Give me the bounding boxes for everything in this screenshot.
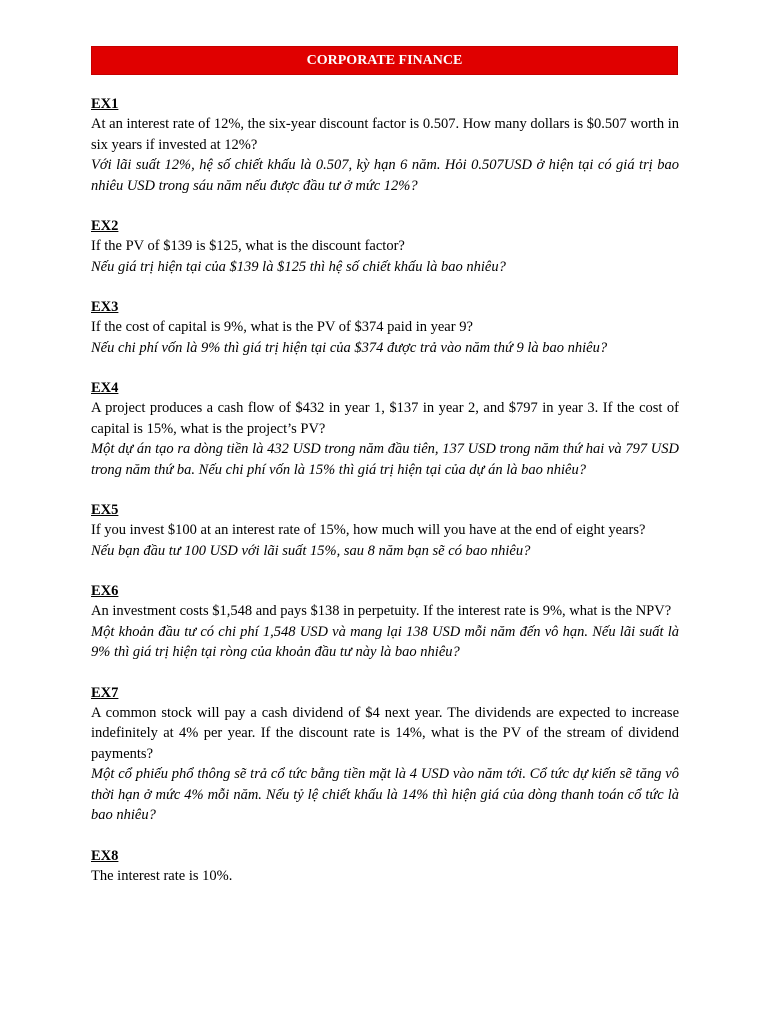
exercise-text-vietnamese: Nếu giá trị hiện tại của $139 là $125 thì hệ số chiết khấu là bao nhiêu?	[91, 258, 506, 275]
exercise-3	[91, 297, 679, 358]
exercise-text-english: If you invest $100 at an interest rate of 15%, how much will you have at the end of eight years?	[91, 522, 646, 538]
exercise-1	[91, 94, 679, 196]
exercise-5	[91, 500, 679, 561]
exercise-2	[91, 216, 679, 277]
exercise-text-english: A project produces a cash flow of $432 in year 1, $137 in year 2, and $797 in year 3. If the cost of capital is 15%, what is the project’s PV?	[91, 400, 679, 437]
exercise-7	[91, 683, 679, 826]
exercise-4	[91, 378, 679, 480]
exercise-title: EX7	[91, 684, 119, 701]
exercise-text-english: At an interest rate of 12%, the six-year discount factor is 0.507. How many dollars is $0.507 worth in six years if invested at 12%?	[91, 116, 679, 153]
exercise-title: EX2	[91, 218, 119, 234]
exercise-title: EX8	[91, 847, 119, 864]
exercise-list	[91, 94, 679, 906]
exercise-text-vietnamese: Một cổ phiếu phổ thông sẽ trả cổ tức bằng tiền mặt là 4 USD vào năm tới. Cổ tức dự kiến sẽ tăng vô thời hạn ở mức 4% mỗi năm. Nếu tỷ lệ chiết khấu là 14% thì hiện giá của dòng thanh toán cổ tức là bao nhiêu?	[91, 766, 679, 823]
exercise-text-vietnamese: Nếu bạn đầu tư 100 USD với lãi suất 15%, sau 8 năm bạn sẽ có bao nhiêu?	[91, 542, 531, 559]
document-title-banner	[91, 46, 678, 75]
exercise-title: EX3	[91, 299, 119, 315]
exercise-title: EX1	[91, 96, 119, 112]
exercise-title: EX6	[91, 583, 119, 599]
exercise-text-vietnamese: Một dự án tạo ra dòng tiền là 432 USD trong năm đầu tiên, 137 USD trong năm thứ hai và 797 USD trong năm thứ ba. Nếu chi phí vốn là 15% thì giá trị hiện tại của dự án là bao nhiêu?	[91, 441, 679, 478]
exercise-text-vietnamese: Một khoản đầu tư có chi phí 1,548 USD và mang lại 138 USD mỗi năm đến vô hạn. Nếu lãi suất là 9% thì giá trị hiện tại ròng của khoản đầu tư này là bao nhiêu?	[91, 623, 679, 660]
exercise-text-vietnamese: Nếu chi phí vốn là 9% thì giá trị hiện tại của $374 được trả vào năm thứ 9 là bao nhiêu?	[91, 339, 608, 356]
exercise-title: EX5	[91, 502, 119, 518]
exercise-text-vietnamese: Với lãi suất 12%, hệ số chiết khấu là 0.507, kỳ hạn 6 năm. Hỏi 0.507USD ở hiện tại có giá trị bao nhiêu USD trong sáu năm nếu được đầu tư ở mức 12%?	[91, 157, 679, 194]
exercise-text-english: The interest rate is 10%.	[91, 867, 233, 884]
exercise-6	[91, 581, 679, 663]
exercise-title: EX4	[91, 380, 119, 396]
exercise-8	[91, 846, 679, 887]
exercise-text-english: If the cost of capital is 9%, what is the PV of $374 paid in year 9?	[91, 319, 473, 335]
exercise-text-english: If the PV of $139 is $125, what is the discount factor?	[91, 238, 405, 254]
exercise-text-english: An investment costs $1,548 and pays $138 in perpetuity. If the interest rate is 9%, what is the NPV?	[91, 603, 672, 619]
exercise-text-english: A common stock will pay a cash dividend of $4 next year. The dividends are expected to increase indefinitely at 4% per year. If the discount rate is 14%, what is the PV of the stream of dividend payments?	[91, 704, 679, 762]
document-title: CORPORATE FINANCE	[306, 52, 463, 68]
